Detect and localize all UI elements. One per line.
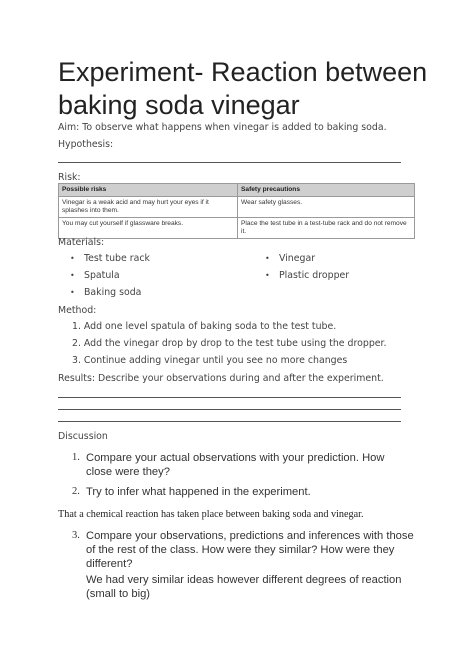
results-answer-line xyxy=(58,409,401,410)
precaution-cell: Wear safety glasses. xyxy=(238,197,415,218)
list-item xyxy=(70,270,120,281)
hypothesis-label: Hypothesis: xyxy=(58,139,114,150)
material-label: Plastic dropper xyxy=(279,270,350,281)
list-item xyxy=(70,253,150,264)
risk-cell: Vinegar is a weak acid and may hurt your eyes if it splashes into them. xyxy=(59,197,238,218)
discussion-label: Discussion xyxy=(58,431,108,442)
risk-label: Risk: xyxy=(58,172,81,183)
results-text: Results: Describe your observations during and after the experiment. xyxy=(58,373,384,384)
risk-header-safety-precautions: Safety precautions xyxy=(238,184,415,197)
material-label: Baking soda xyxy=(84,287,142,298)
question-text: Try to infer what happened in the experiment. xyxy=(86,486,311,498)
method-step: 3. Continue adding vinegar until you see no more changes xyxy=(72,355,348,366)
bullet-icon: • xyxy=(70,288,75,297)
results-answer-line xyxy=(58,397,401,398)
material-label: Spatula xyxy=(84,270,120,281)
bullet-icon: • xyxy=(70,271,75,280)
table-row xyxy=(59,197,415,218)
risk-table xyxy=(58,183,415,239)
method-label: Method: xyxy=(58,305,97,316)
risk-table-header xyxy=(59,184,415,197)
list-item xyxy=(265,253,315,264)
method-step: 1. Add one level spatula of baking soda to the test tube. xyxy=(72,321,337,332)
material-label: Test tube rack xyxy=(84,253,150,264)
question-text: Compare your actual observations with your prediction. How close were they? xyxy=(86,452,385,478)
materials-label: Materials: xyxy=(58,237,105,248)
hypothesis-answer-line xyxy=(58,162,401,163)
list-item xyxy=(70,287,141,298)
question-number: 3. xyxy=(72,530,80,541)
page-title: Experiment- Reaction between baking soda vinegar xyxy=(58,57,428,120)
table-row xyxy=(59,218,415,239)
bullet-icon: • xyxy=(265,271,270,280)
discussion-question xyxy=(72,451,412,479)
list-item xyxy=(265,270,349,281)
answer-text: We had very similar ideas however different degrees of reaction (small to big) xyxy=(86,574,402,600)
answer-text: That a chemical reaction has taken place between baking soda and vinegar. xyxy=(58,509,364,520)
discussion-question xyxy=(72,485,412,499)
risk-header-possible-risks: Possible risks xyxy=(59,184,238,197)
aim-text: Aim: To observe what happens when vinegar is added to baking soda. xyxy=(58,122,387,133)
bullet-icon: • xyxy=(70,254,75,263)
material-label: Vinegar xyxy=(279,253,316,264)
risk-cell: You may cut yourself if glassware breaks. xyxy=(59,218,238,239)
method-step: 2. Add the vinegar drop by drop to the test tube using the dropper. xyxy=(72,338,387,349)
question-number: 1. xyxy=(72,452,80,463)
question-number: 2. xyxy=(72,486,80,497)
results-answer-line xyxy=(58,421,401,422)
bullet-icon: • xyxy=(265,254,270,263)
question-text: Compare your observations, predictions and inferences with those of the rest of the class. How were they similar? How were they different? xyxy=(86,530,414,570)
precaution-cell: Place the test tube in a test-tube rack and do not remove it. xyxy=(238,218,415,239)
discussion-question xyxy=(72,529,417,571)
